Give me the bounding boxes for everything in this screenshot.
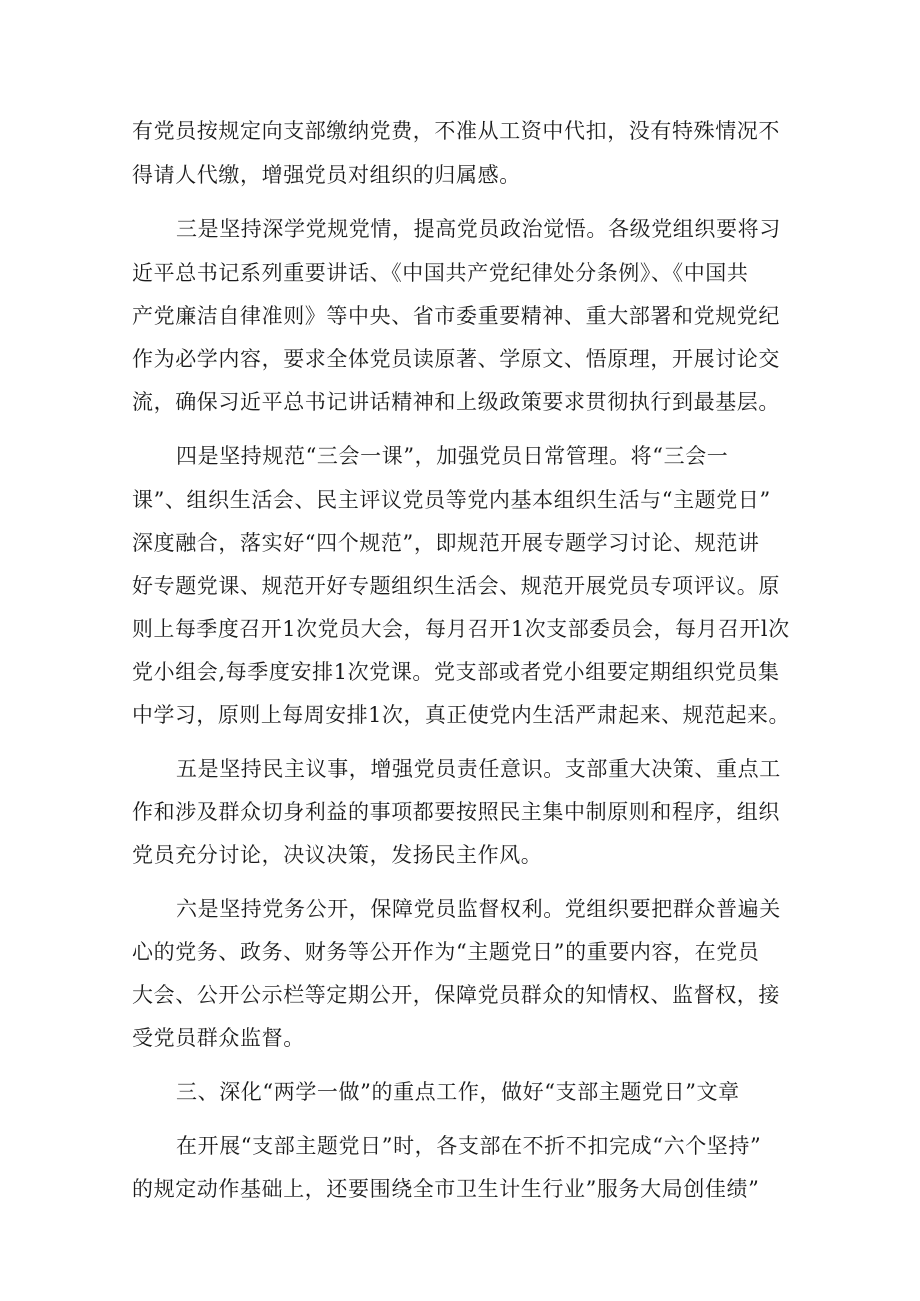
paragraph-line: 流，确保习近平总书记讲话精神和上级政策要求贯彻执行到最基层。 bbox=[132, 390, 780, 414]
paragraph-line: 得请人代缴，增强党员对组织的归属感。 bbox=[132, 163, 521, 187]
paragraph-line: 作为必学内容，要求全体党员读原著、学原文、悟原理，开展讨论交 bbox=[132, 347, 780, 371]
paragraph-line: 中学习，原则上每周安排1次，真正使党内生活严肃起来、规范起来。 bbox=[132, 703, 790, 727]
paragraph-line: 三是坚持深学党规党情，提高党员政治觉悟。各级党组织要将习 bbox=[176, 217, 781, 241]
paragraph-line: 产党廉洁自律准则》等中央、省市委重要精神、重大部署和党规党纪 bbox=[132, 304, 780, 328]
paragraph-line: 的规定动作基础上，还要围绕全市卫生计生行业”服务大局创佳绩” bbox=[132, 1177, 760, 1201]
section-heading: 三、深化“两学一做”的重点工作，做好“支部主题党日”文章 bbox=[176, 1080, 740, 1104]
paragraph-line: 在开展“支部主题党日”时，各支部在不折不扣完成“六个坚持” bbox=[176, 1134, 762, 1158]
paragraph-line: 近平总书记系列重要讲话、《中国共产党纪律处分条例》、《中国共 bbox=[132, 261, 749, 285]
paragraph-line: 五是坚持民主议事，增强党员责任意识。支部重大决策、重点工 bbox=[176, 757, 781, 781]
paragraph-line: 心的党务、政务、财务等公开作为“主题党日”的重要内容，在党员 bbox=[132, 940, 760, 964]
paragraph-line: 深度融合，落实好“四个规范”，即规范开展专题学习讨论、规范讲 bbox=[132, 531, 760, 555]
paragraph-line: 党员充分讨论，决议决策，发扬民主作风。 bbox=[132, 843, 543, 867]
paragraph-line: 好专题党课、规范开好专题组织生活会、规范开展党员专项评议。原 bbox=[132, 574, 780, 598]
paragraph-line: 六是坚持党务公开，保障党员监督权利。党组织要把群众普遍关 bbox=[176, 897, 781, 921]
paragraph-line: 党小组会,每季度安排1次党课。党支部或者党小组要定期组织党员集 bbox=[132, 660, 780, 684]
paragraph-line: 作和涉及群众切身利益的事项都要按照民主集中制原则和程序，组织 bbox=[132, 800, 780, 824]
paragraph-line: 有党员按规定向支部缴纳党费，不准从工资中代扣，没有特殊情况不 bbox=[132, 119, 780, 143]
paragraph-line: 大会、公开公示栏等定期公开，保障党员群众的知情权、监督权，接 bbox=[132, 983, 780, 1007]
paragraph-line: 课”、组织生活会、民主评议党员等党内基本组织生活与“主题党日” bbox=[132, 488, 771, 512]
paragraph-line: 则上每季度召开1次党员大会，每月召开1次支部委员会，每月召开l次 bbox=[132, 617, 790, 641]
paragraph-line: 四是坚持规范“三会一课”，加强党员日常管理。将“三会一 bbox=[176, 444, 729, 468]
paragraph-line: 受党员群众监督。 bbox=[132, 1026, 305, 1050]
